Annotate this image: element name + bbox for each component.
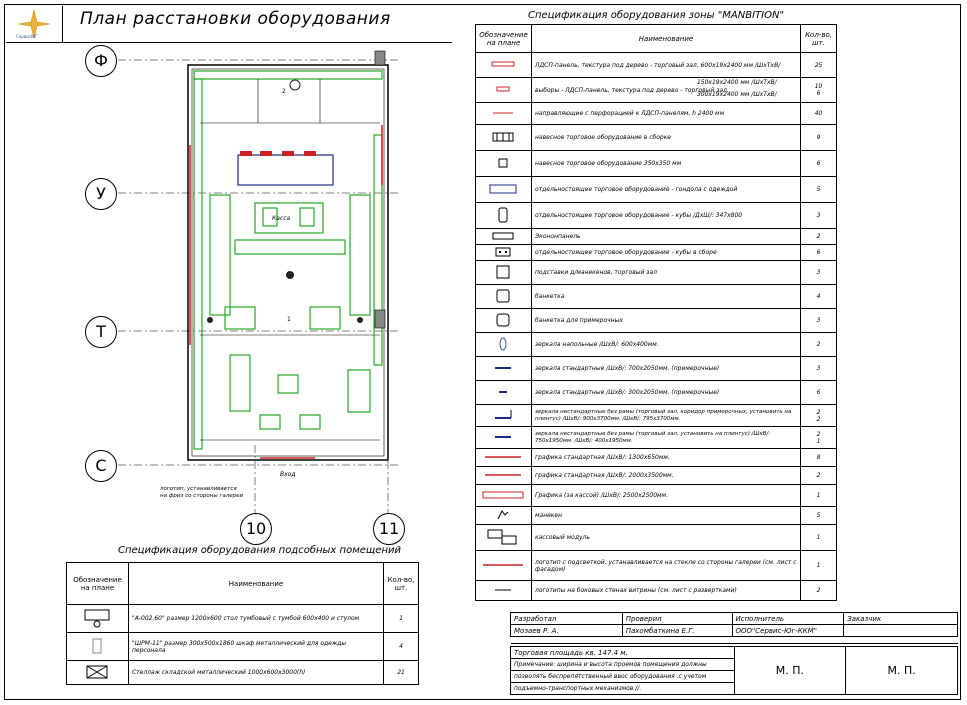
svg-text:логотип, устанавливается: логотип, устанавливается bbox=[160, 486, 237, 492]
cube-set-icon bbox=[495, 247, 511, 257]
table-row: зеркала нестандартные без рамы (торговый зал, установить на плинтус) /ШхВ/: 750х1950мм. /ШхВ/: 400х1950мм. 2 1 bbox=[476, 427, 837, 449]
mannequin-icon bbox=[496, 509, 510, 521]
axis-col-11: 11 bbox=[373, 513, 405, 545]
aux-spec-table: Обозначение на плане Наименование Кол-во, шт. "А-002.60" размер 1200х600 стол тумбовый с тумбой 600х400 и стулом 1 "ШРМ-11" размер 300х500х1860 шкаф металлический для одежды персонала 4 Стеллаж складской металлический 1000х600х3000(h) 21 bbox=[66, 562, 419, 685]
axis-row-s: С bbox=[85, 450, 117, 482]
mirror-icon bbox=[491, 364, 515, 372]
panel-small-icon bbox=[491, 85, 515, 93]
mirror-nonstandard-icon bbox=[491, 433, 515, 441]
title-block-notes: Торговая площадь кв. 147.4 м. М. П. М. П. Примечание: ширина и высота проемов помещения должны позволять беспрепятственный ввос оборудования ,с учетом подъемно-транспортных механизмов //. bbox=[510, 646, 958, 695]
table-row: отдельностоящее торговое оборудование - кубы в сборе 6 bbox=[476, 245, 837, 261]
hanging-rack-icon bbox=[491, 131, 515, 143]
svg-text:Касса: Касса bbox=[272, 215, 291, 222]
mirror-nonstandard-icon bbox=[491, 408, 515, 422]
page-title: План расстановки оборудования bbox=[80, 9, 391, 29]
table-row: логотип с подсветкой, устанавливается на стекле со стороны галереи (см. лист с фасадом) 1 bbox=[476, 551, 837, 581]
bench-icon bbox=[495, 288, 511, 304]
marker-2: 2 bbox=[282, 88, 286, 95]
table-row: Стеллаж складской металлический 1000х600х3000(h) 21 bbox=[67, 661, 419, 685]
stand-icon bbox=[495, 264, 511, 280]
floor-plan bbox=[60, 45, 455, 545]
cube-icon bbox=[497, 207, 509, 223]
marker-1: 1 bbox=[287, 316, 291, 323]
axis-row-t: Т bbox=[85, 316, 117, 348]
rail-icon bbox=[491, 109, 515, 117]
table-row: манекен 5 bbox=[476, 507, 837, 525]
table-row: графика стандартная /ШхВ/: 2000х3500мм. 2 bbox=[476, 467, 837, 485]
table-row: отдельностоящее торговое оборудование - кубы /ДхШ/: 347х800 3 bbox=[476, 203, 837, 229]
company-logo bbox=[6, 6, 63, 43]
axis-row-f: Ф bbox=[85, 45, 117, 77]
table-row: Графика (за кассой) /ШхВ/: 2500х2500мм. 1 bbox=[476, 485, 837, 507]
locker-icon bbox=[91, 637, 103, 655]
title-block: Разработал Проверил Исполнитель Заказчик Мозаев Р. А. Пахомбаткина Е.Г. ООО"Сервис-Юг-ККМ" bbox=[510, 612, 958, 644]
table-row: "ШРМ-11" размер 300х500х1860 шкаф металлический для одежды персонала 4 bbox=[67, 633, 419, 661]
desk-icon bbox=[82, 608, 112, 628]
table-row: банкетка 4 bbox=[476, 285, 837, 309]
aux-spec-title: Спецификация оборудования подсобных помещений bbox=[118, 545, 401, 556]
main-spec-title: Спецификация оборудования зоны "MANBITION" bbox=[528, 10, 785, 21]
graphic-frame-icon bbox=[481, 490, 525, 500]
table-row: выборы - ЛДСП-панель, текстура под дерево - торговый зал, 150х19х2400 мм /ШхТхВ/ 300х19х2400 мм /ШхТхВ/ 10 6 bbox=[476, 78, 837, 103]
table-row: навесное торговое оборудование 350х350 мм 6 bbox=[476, 151, 837, 177]
table-row: зеркала стандартные /ШхВ/: 700х2050мм. (примерочные) 3 bbox=[476, 357, 837, 381]
axis-col-10: 10 bbox=[240, 513, 272, 545]
table-row: навесное торговое оборудование в сборке 9 bbox=[476, 125, 837, 151]
logo-caption: СервисЮГ bbox=[16, 34, 38, 39]
gondola-icon bbox=[488, 183, 518, 195]
table-row: ЛДСП-панель, текстура под дерево - торговый зал, 600х19х2400 мм /ШхТхВ/ 25 bbox=[476, 53, 837, 78]
graphic-line-icon bbox=[483, 454, 523, 460]
table-row: отдельностоящее торговое оборудование - гондола с одеждой 5 bbox=[476, 177, 837, 203]
col-header-name: Наименование bbox=[531, 25, 800, 53]
fitting-bench-icon bbox=[495, 312, 511, 328]
floor-mirror-icon bbox=[498, 336, 508, 352]
axis-row-u: У bbox=[85, 178, 117, 210]
svg-text:Вход: Вход bbox=[280, 471, 296, 478]
table-row: логотипы на боковых стенах витрины (см. лист с развертками) 2 bbox=[476, 581, 837, 601]
table-row: направляющие с перфорацией к ЛДСП-панелям, h 2400 мм 40 bbox=[476, 103, 837, 125]
stamp-place-2: М. П. bbox=[846, 647, 958, 695]
table-row: банкетка для примерочных 3 bbox=[476, 309, 837, 333]
main-spec-table bbox=[475, 24, 837, 601]
svg-text:на фриз со стороны галереи: на фриз со стороны галереи bbox=[160, 493, 244, 499]
table-row: Экононпанель 2 bbox=[476, 229, 837, 245]
graphic-line-icon bbox=[483, 472, 523, 478]
shelf-icon bbox=[85, 664, 109, 680]
table-row: подставки д/манекенов, торговый зал 3 bbox=[476, 261, 837, 285]
table-row: зеркала нестандартные без рамы (торговый зал, коридор примерочных, установить на плинтус) /ШхВ/: 900х3700мм. /ШхВ/: 795х3700мм. 2 2 bbox=[476, 405, 837, 427]
table-row: графика стандартная /ШхВ/: 1300х650мм. 8 bbox=[476, 449, 837, 467]
panel-icon bbox=[491, 60, 515, 68]
table-row: зеркала напольные /ШхВ/: 600х400мм. 2 bbox=[476, 333, 837, 357]
table-row: "А-002.60" размер 1200х600 стол тумбовый с тумбой 600х400 и стулом 1 bbox=[67, 605, 419, 633]
square-box-icon bbox=[497, 157, 509, 169]
mirror-icon bbox=[491, 388, 515, 396]
table-row: зеркала стандартные /ШхВ/: 300х2050мм. (примерочные) 6 bbox=[476, 381, 837, 405]
econom-panel-icon bbox=[491, 231, 515, 241]
col-header-symbol: Обозначение на плане bbox=[476, 25, 532, 53]
col-header-qty: Кол-во, шт. bbox=[801, 25, 837, 53]
cash-module-icon bbox=[486, 528, 520, 546]
logo-side-icon bbox=[491, 587, 515, 593]
table-row: кассовый модуль 1 bbox=[476, 525, 837, 551]
stamp-place-1: М. П. bbox=[734, 647, 846, 695]
logo-light-icon bbox=[481, 562, 525, 568]
